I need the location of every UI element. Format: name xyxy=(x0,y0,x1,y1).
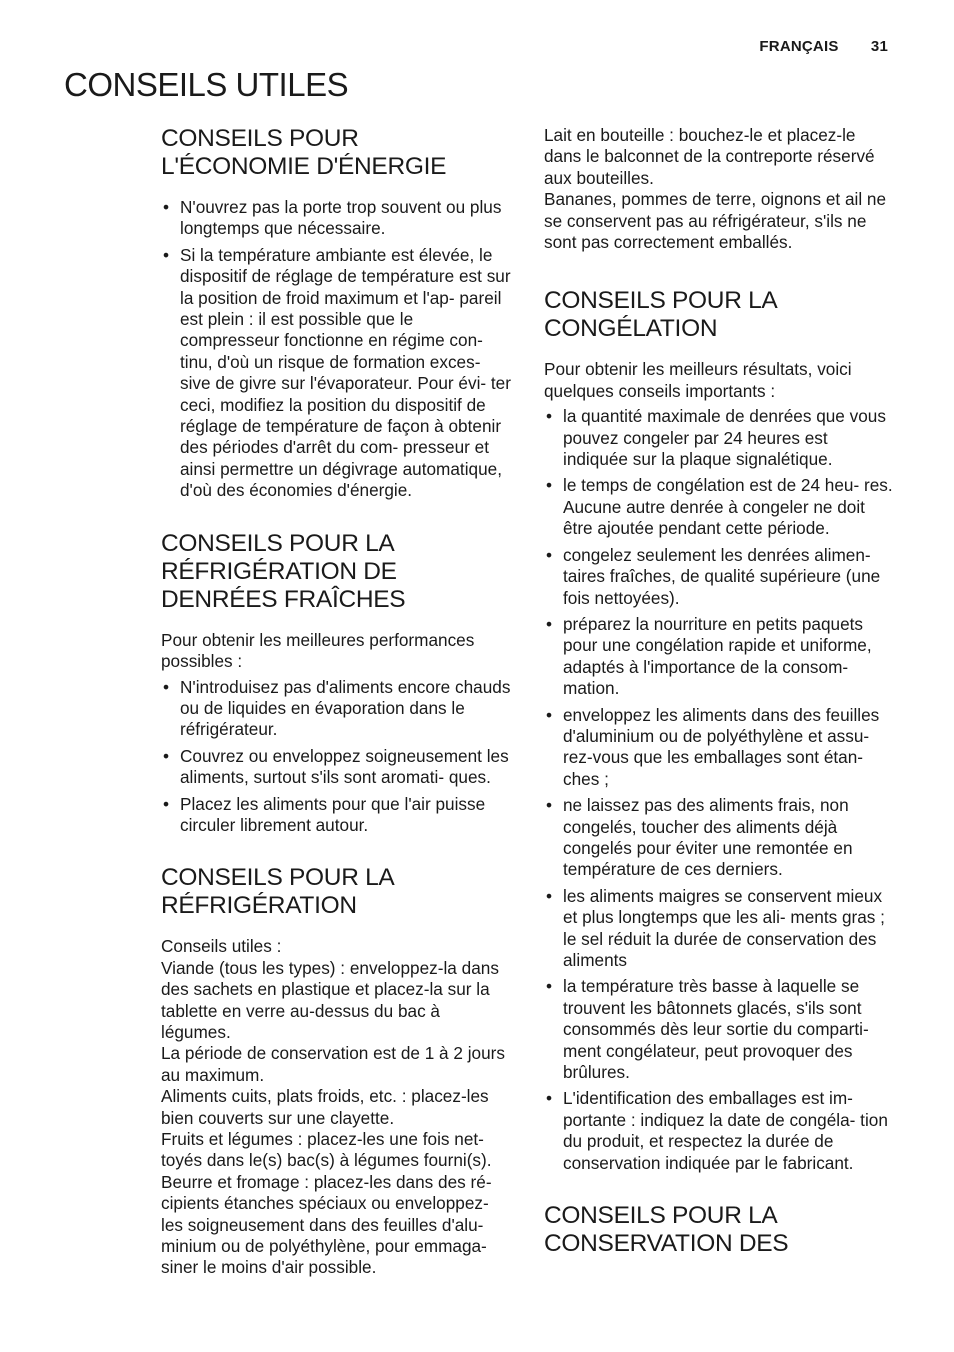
bullet-list xyxy=(161,677,511,837)
paragraph-block xyxy=(161,936,511,1279)
section-freezing xyxy=(544,287,896,1174)
list-item: • N'ouvrez pas la porte trop souvent ou plus longtemps que nécessaire. xyxy=(161,197,511,240)
section-conservation xyxy=(544,1202,896,1258)
page-title: CONSEILS UTILES xyxy=(64,66,349,103)
language-label: FRANÇAIS xyxy=(759,38,839,55)
section-energy-saving xyxy=(161,125,511,502)
section-heading: CONSEILS POUR LA RÉFRIGÉRATION xyxy=(161,864,394,920)
bullet-list xyxy=(161,197,511,502)
paragraph: Aliments cuits, plats froids, etc. : placez-les bien couverts sur une clayette. xyxy=(161,1086,489,1128)
paragraph: Conseils utiles : xyxy=(161,936,282,957)
list-item: • congelez seulement les denrées alimen- taires fraîches, de qualité supérieure (une fois nettoyées). xyxy=(544,545,896,609)
list-item: • la quantité maximale de denrées que vous pouvez congeler par 24 heures est indiquée sur la plaque signalétique. xyxy=(544,406,896,470)
page-header xyxy=(759,38,888,55)
section-refrigeration-continued xyxy=(544,125,896,253)
list-item: • les aliments maigres se conservent mieux et plus longtemps que les ali- ments gras ; le sel réduit la durée de conservation des aliments xyxy=(544,886,896,972)
left-column xyxy=(161,125,511,1279)
section-heading: CONSEILS POUR LA RÉFRIGÉRATION DE DENRÉES FRAÎCHES xyxy=(161,529,406,613)
list-item: • le temps de congélation est de 24 heu- res. Aucune autre denrée à congeler ne doit être ajoutée pendant cette période. xyxy=(544,475,896,539)
list-item: • N'introduisez pas d'aliments encore chauds ou de liquides en évaporation dans le réfrigérateur. xyxy=(161,677,511,741)
list-item: • préparez la nourriture en petits paquets pour une congélation rapide et uniforme, adaptés à l'importance de la consom- mation. xyxy=(544,614,896,700)
list-item: • Placez les aliments pour que l'air puisse circuler librement autour. xyxy=(161,794,511,837)
paragraph: Beurre et fromage : placez-les dans des ré- cipients étanches spéciaux ou enveloppez- les soigneusement dans des feuilles d'alu- minium ou de polyéthylène, pour emmaga- siner le moins d'air possible. xyxy=(161,1171,492,1278)
list-item: • la température très basse à laquelle se trouvent les bâtonnets glacés, s'ils sont consommés dès leur sortie du comparti- ment congélateur, peut provoquer des brûlures. xyxy=(544,976,896,1083)
section-fresh-food xyxy=(161,530,511,837)
list-item: • Couvrez ou enveloppez soigneusement les aliments, surtout s'ils sont aromati- ques. xyxy=(161,746,511,789)
list-item: • L'identification des emballages est im- portante : indiquez la date de congéla- tion du produit, et respectez la durée de conservation indiquée par le fabricant. xyxy=(544,1088,896,1174)
paragraph: Viande (tous les types) : enveloppez-la dans des sachets en plastique et placez-la sur la tablette en verre au-dessus du bac à légumes. xyxy=(161,957,499,1042)
paragraph: Bananes, pommes de terre, oignons et ail ne se conservent pas au réfrigérateur, s'ils ne sont pas correctement emballés. xyxy=(544,189,887,253)
list-item: • ne laissez pas des aliments frais, non congelés, toucher des aliments déjà congelés pour éviter une remontée en température de ces derniers. xyxy=(544,795,896,881)
bullet-list xyxy=(544,406,896,1174)
section-heading: CONSEILS POUR LA CONGÉLATION xyxy=(544,287,777,343)
section-heading: CONSEILS POUR L'ÉCONOMIE D'ÉNERGIE xyxy=(161,125,447,180)
list-item: • Si la température ambiante est élevée, le dispositif de réglage de température est sur la position de froid maximum et l'ap- pareil est plein : il est possible que le compresseur fonctionne en régime con- tinu, d'où un risque de formation exces- sive de givre sur l'évaporateur. Pour évi- ter ceci, modifiez la position du dispositif de réglage de température de façon à obtenir des périodes d'arrêt du com- presseur et ainsi permettre un dégivrage automatique, d'où des économies d'énergie. xyxy=(161,245,511,502)
paragraph: Fruits et légumes : placez-les une fois net- toyés dans le(s) bac(s) à légumes fourni(s). xyxy=(161,1129,492,1171)
section-refrigeration xyxy=(161,864,511,1279)
paragraph: Lait en bouteille : bouchez-le et placez-le dans le balconnet de la contreporte réservé aux bouteilles. xyxy=(544,125,875,188)
list-item: • enveloppez les aliments dans des feuilles d'aluminium ou de polyéthylène et assu- rez-vous que les emballages sont étan- ches ; xyxy=(544,705,896,791)
page-number: 31 xyxy=(870,38,888,55)
right-column xyxy=(544,125,896,1274)
section-heading: CONSEILS POUR LA CONSERVATION DES xyxy=(544,1202,789,1258)
section-intro: Pour obtenir les meilleurs résultats, voici quelques conseils importants : xyxy=(544,359,852,401)
section-intro: Pour obtenir les meilleures performances possibles : xyxy=(161,629,475,672)
paragraph: La période de conservation est de 1 à 2 jours au maximum. xyxy=(161,1043,505,1085)
